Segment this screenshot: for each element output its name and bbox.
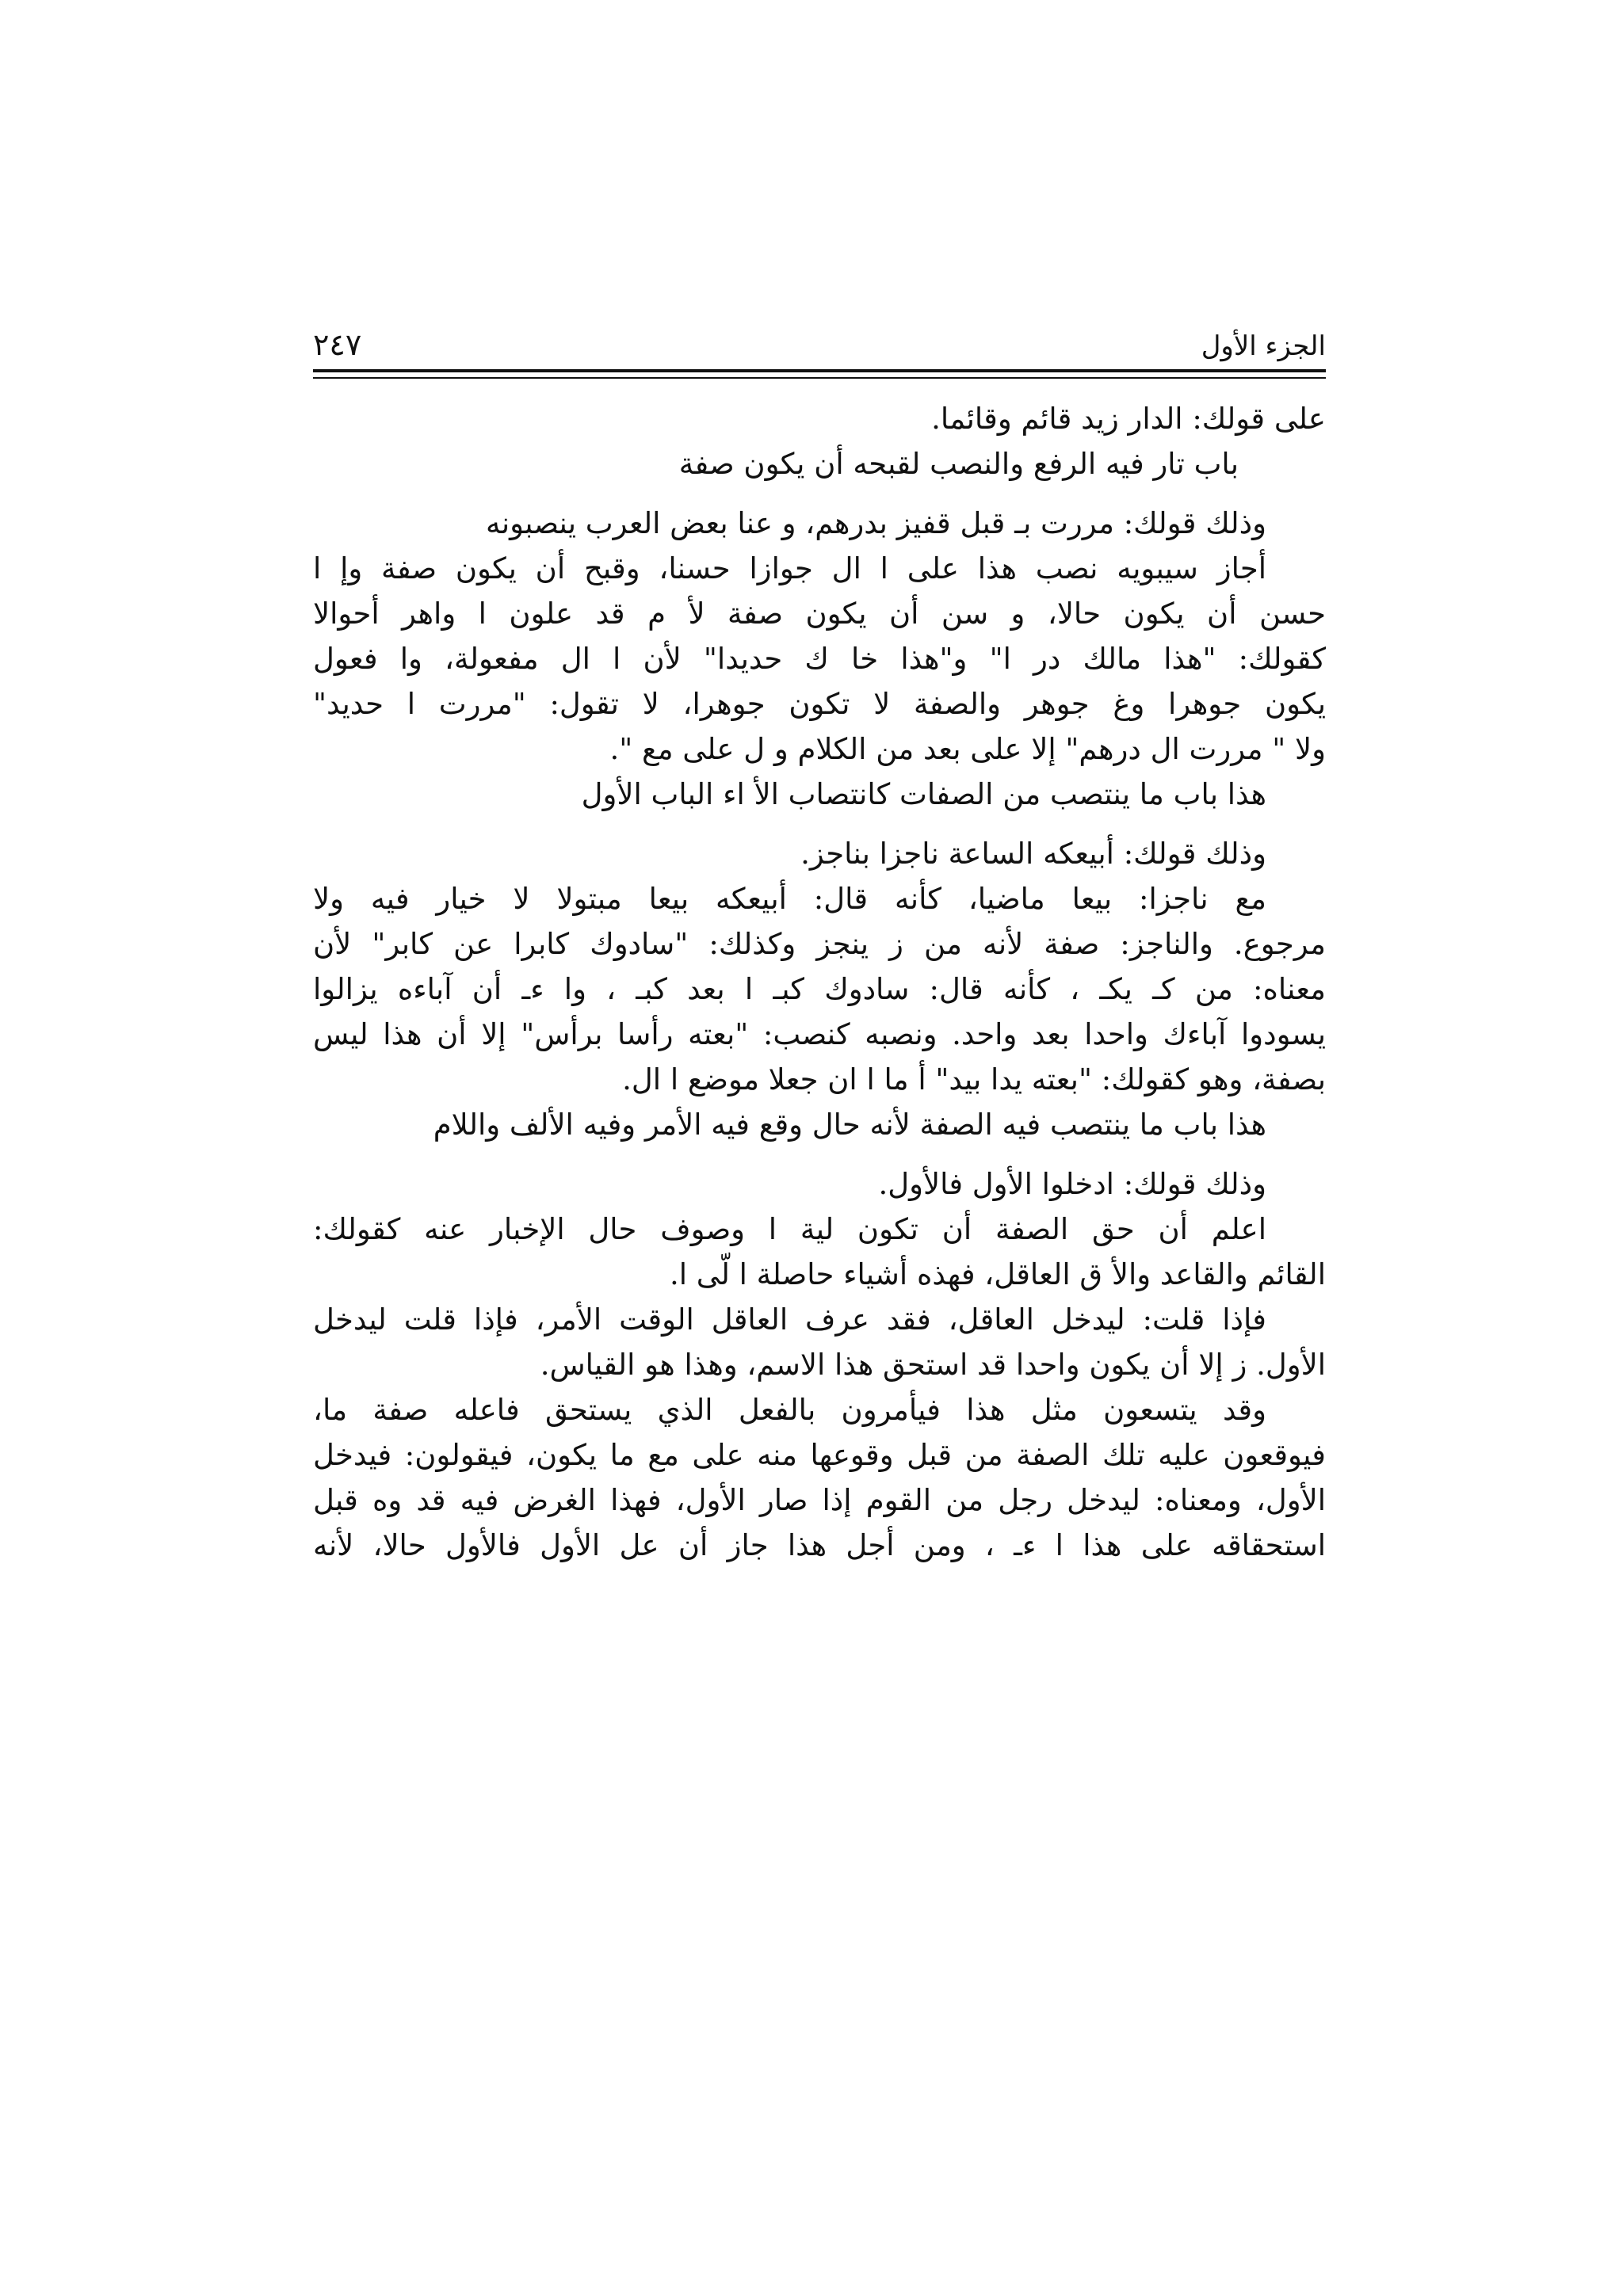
section-heading: باب تار فيه الرفع والنصب لقبحه أن يكون صفة [678,447,1239,481]
text-line: حسن أن يكون حالا، و سن أن يكون صفة لأ م قد علون ا واهر أحوالا [313,597,1326,631]
text-line: يكون جوهرا وغ جوهر والصفة لا تكون جوهرا، لا تقول: "مررت ا حديد" [313,687,1326,721]
text-line: الأول، ومعناه: ليدخل رجل من القوم إذا صار الأول، فهذا الغرض فيه قد وه قبل [313,1483,1326,1517]
text-line: يسودوا آباءك واحدا بعد واحد. ونصبه كنصب: "بعته رأسا برأس" إلا أن هذا ليس [313,1017,1326,1051]
page-header [313,321,1326,368]
text-line: فيوقعون عليه تلك الصفة من قبل وقوعها منه على مع ما يكون، فيقولون: فيدخل [313,1438,1326,1472]
text-line: كقولك: "هذا مالك در ا" و"هذا خا ك حديدا" لأن ا ال مفعولة، وا فعول [313,642,1326,676]
text-line: القائم والقاعد والأ ق العاقل، فهذه أشياء حاصلة ا لَّى ا. [669,1257,1326,1291]
text-line: اعلم أن حق الصفة أن تكون لية ا وصوف حال الإخبار عنه كقولك: [313,1212,1266,1246]
text-line: بصفة، وهو كقولك: "بعته يدا بيد" أ ما ا ان جعلا موضع ا ال. [622,1062,1326,1097]
text-line: ولا " مررت ال درهم" إلا على بعد من الكلام و ل على مع ". [609,732,1326,766]
section-heading: هذا باب ما ينتصب من الصفات كانتصاب الأ اء الباب الأول [581,777,1266,811]
page-number: ٢٤٧ [313,327,362,362]
text-line: مرجوع. والناجز: صفة لأنه من ز ينجز وكذلك: "سادوك كابرا عن كابر" لأن [313,927,1326,961]
text-line: وقد يتسعون مثل هذا فيأمرون بالفعل الذي يستحق فاعله صفة ما، [313,1393,1266,1427]
running-title: الجزء الأول [1201,330,1326,362]
text-line: استحقاقه على هذا ا ءـ ، ومن أجل هذا جاز أن عل الأول فالأول حالا، لأنه [313,1528,1326,1562]
text-line: وذلك قولك: أبيعكه الساعة ناجزا بناجز. [800,837,1266,871]
text-line: أجاز سيبويه نصب هذا على ا ال جوازا حسنا، وقبح أن يكون صفة وإ ا [313,551,1266,585]
header-rule-thin [313,377,1326,379]
text-line: مع ناجزا: بيعا ماضيا، كأنه قال: أبيعكه بيعا مبتولا لا خيار فيه ولا [313,882,1266,916]
body-text [313,396,1326,1568]
text-line: فإذا قلت: ليدخل العاقل، فقد عرف العاقل الوقت الأمر، فإذا قلت ليدخل [313,1302,1266,1337]
text-line: وذلك قولك: مررت بـ قبل قفيز بدرهم، و عنا بعض العرب ينصبونه [486,506,1266,540]
text-line: على قولك: الدار زيد قائم وقائما. [931,402,1326,436]
section-heading: هذا باب ما ينتصب فيه الصفة لأنه حال وقع فيه الأمر وفيه الألف واللام [433,1108,1266,1142]
text-line: وذلك قولك: ادخلوا الأول فالأول. [878,1167,1266,1201]
text-line: معناه: من كـ يكـ ، كأنه قال: سادوك كبـ ا بعد كبـ ، وا ءـ أن آباءه يزالوا [313,972,1326,1006]
text-line: الأول. ز إلا أن يكون واحدا قد استحق هذا الاسم، وهذا هو القياس. [540,1348,1326,1382]
header-rule-thick [313,369,1326,372]
